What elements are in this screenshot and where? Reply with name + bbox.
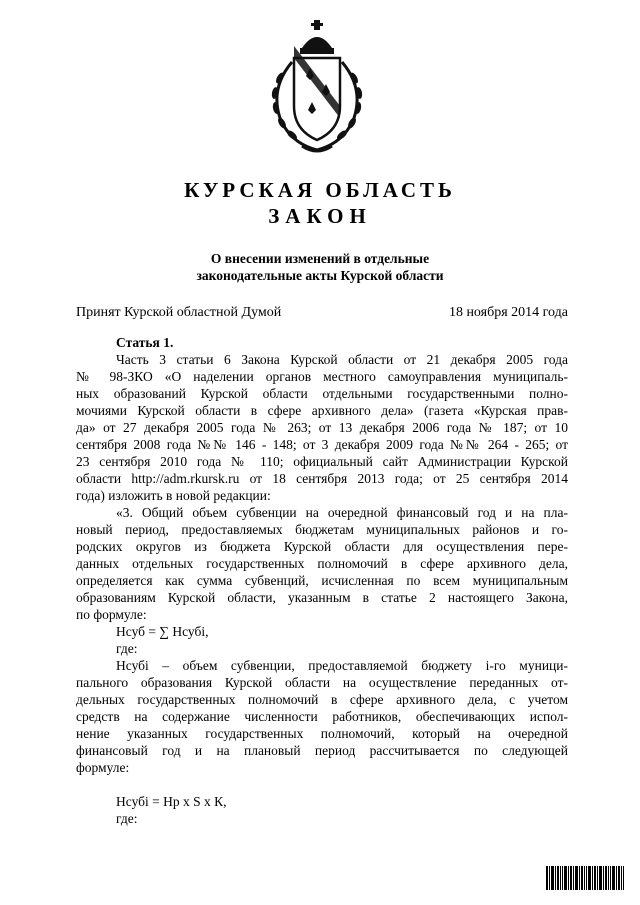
paragraph-line: определяется как сумма субвенций, исчисленная по всем муниципальным	[76, 573, 568, 588]
adopted-by: Принят Курской областной Думой	[76, 305, 282, 320]
paragraph-line: «3. Общий объем субвенции на очередной финансовый год и на пла-	[116, 505, 568, 520]
adoption-line	[76, 304, 568, 321]
definition-line: пального образования Курской области на осуществление переданных от-	[76, 675, 568, 690]
document-type-heading: ЗАКОН	[268, 204, 372, 228]
adoption-date: 18 ноября 2014 года	[448, 305, 568, 320]
paragraph-line: по формуле:	[76, 607, 147, 622]
article-body	[76, 334, 568, 827]
article-heading: Статья 1.	[116, 335, 174, 350]
law-title-line-1: О внесении изменений в отдельные	[210, 251, 430, 266]
paragraph-line: № 98-ЗКО «О наделении органов местного самоуправления муниципаль-	[76, 369, 568, 384]
paragraph-line: сентября 2008 года №№ 146 - 148; от 3 декабря 2009 года №№ 264 - 265; от	[76, 437, 568, 452]
paragraph-line: данных отдельных государственных полномочий в сфере архивного дела,	[76, 556, 568, 571]
formula-total: Нсуб = ∑ Нсубi,	[116, 624, 209, 639]
coat-of-arms-icon	[262, 18, 372, 158]
paragraph-line: образованиям Курской области, указанным в статье 2 настоящего Закона,	[76, 590, 568, 605]
paragraph-line: области http://adm.rkursk.ru от 18 сентября 2013 года; от 25 сентября 2014	[76, 471, 568, 486]
paragraph-line: ных образований Курской области отдельными государственными полно-	[76, 386, 568, 401]
definition-line: финансовый год и на плановый период рассчитывается по следующей	[76, 743, 568, 758]
region-heading: КУРСКАЯ ОБЛАСТЬ	[184, 178, 456, 202]
paragraph-line: года) изложить в новой редакции:	[76, 488, 271, 503]
definition-line: средств на содержание численности работников, обеспечивающих испол-	[76, 709, 568, 724]
barcode-icon	[546, 866, 624, 890]
definition-line: дельных государственных полномочий в сфере архивного дела, с учетом	[76, 692, 568, 707]
paragraph-line: 23 сентября 2010 года № 110; официальный сайт Администрации Курской	[76, 454, 568, 469]
where-label: где:	[116, 641, 138, 656]
paragraph-line: мочиями Курской области в сфере архивного дела» (газета «Курская прав-	[76, 403, 568, 418]
definition-line: нение указанных государственных полномочий, который на очередной	[76, 726, 568, 741]
paragraph-line: Часть 3 статьи 6 Закона Курской области от 21 декабря 2005 года	[116, 352, 568, 367]
definition-line: Нсубi – объем субвенции, предоставляемой бюджету i-го муници-	[116, 658, 568, 673]
paragraph-line: новый период, предоставляемых бюджетам муниципальных районов и го-	[76, 522, 568, 537]
where-label: где:	[116, 811, 138, 826]
paragraph-line: да» от 27 декабря 2005 года № 263; от 13 декабря 2006 года № 187; от 10	[76, 420, 568, 435]
paragraph-line: родских округов из бюджета Курской области для осуществления пере-	[76, 539, 568, 554]
law-title-line-2: законодательные акты Курской области	[196, 268, 444, 283]
definition-line: формуле:	[76, 760, 130, 775]
formula-municipal: Нсубi = Нр х S х К,	[116, 794, 227, 809]
